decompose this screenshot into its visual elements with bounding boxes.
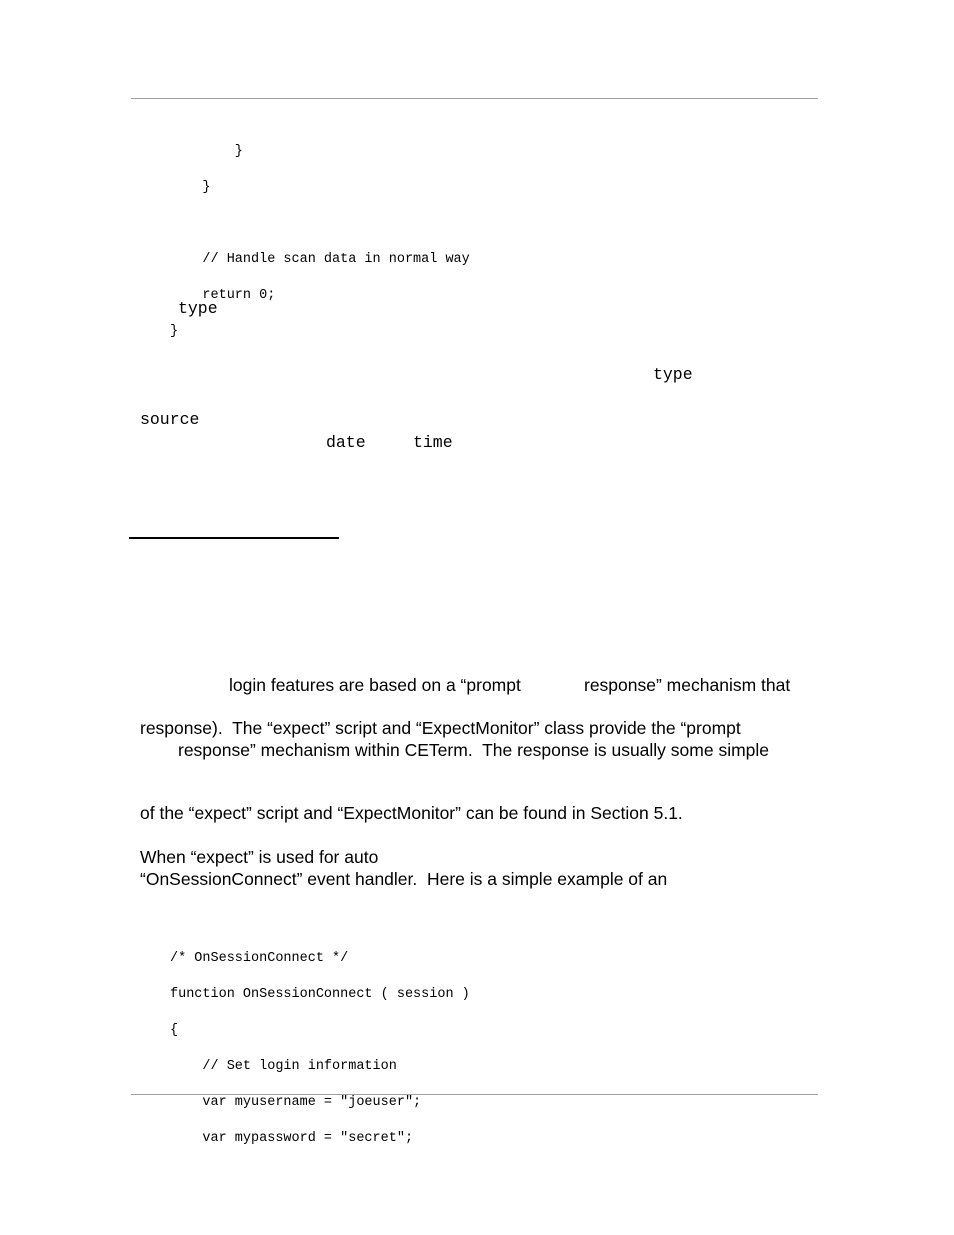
code-block-top xyxy=(170,125,470,359)
body-text-line: of the “expect” script and “ExpectMonitor” can be found in Section 5.1. xyxy=(140,803,683,823)
header-rule xyxy=(131,98,818,99)
code-line: var myusername = "joeuser"; xyxy=(170,1095,422,1110)
footer-rule xyxy=(131,1094,818,1095)
code-line: var mypassword = "secret"; xyxy=(170,1131,414,1146)
body-text-line: When “expect” is used for auto xyxy=(140,847,379,867)
code-line: // Handle scan data in normal way xyxy=(170,252,470,267)
inline-code-date: date xyxy=(326,433,366,452)
code-line: function OnSessionConnect ( session ) xyxy=(170,987,470,1002)
body-text-line: “OnSessionConnect” event handler. Here is a simple example of an xyxy=(140,869,668,889)
code-line: return 0; xyxy=(170,288,276,303)
inline-code-type: type xyxy=(178,299,218,318)
code-line xyxy=(170,215,470,233)
inline-code-source: source xyxy=(140,410,200,429)
code-line: } xyxy=(170,180,211,195)
code-line: } xyxy=(170,144,243,159)
section-heading-underline xyxy=(129,537,339,539)
code-block-bottom xyxy=(170,932,470,1166)
code-line: // Set login information xyxy=(170,1059,397,1074)
body-text-line: response). The “expect” script and “ExpectMonitor” class provide the “prompt xyxy=(140,718,741,738)
body-text-line: login features are based on a “prompt xyxy=(229,675,521,695)
code-line: } xyxy=(170,324,179,339)
body-text-line: response” mechanism that xyxy=(584,675,791,695)
code-line: /* OnSessionConnect */ xyxy=(170,951,349,966)
inline-code-time: time xyxy=(413,433,453,452)
code-line: { xyxy=(170,1023,179,1038)
body-text-line: response” mechanism within CETerm. The response is usually some simple xyxy=(178,740,770,760)
inline-code-type: type xyxy=(653,365,693,384)
